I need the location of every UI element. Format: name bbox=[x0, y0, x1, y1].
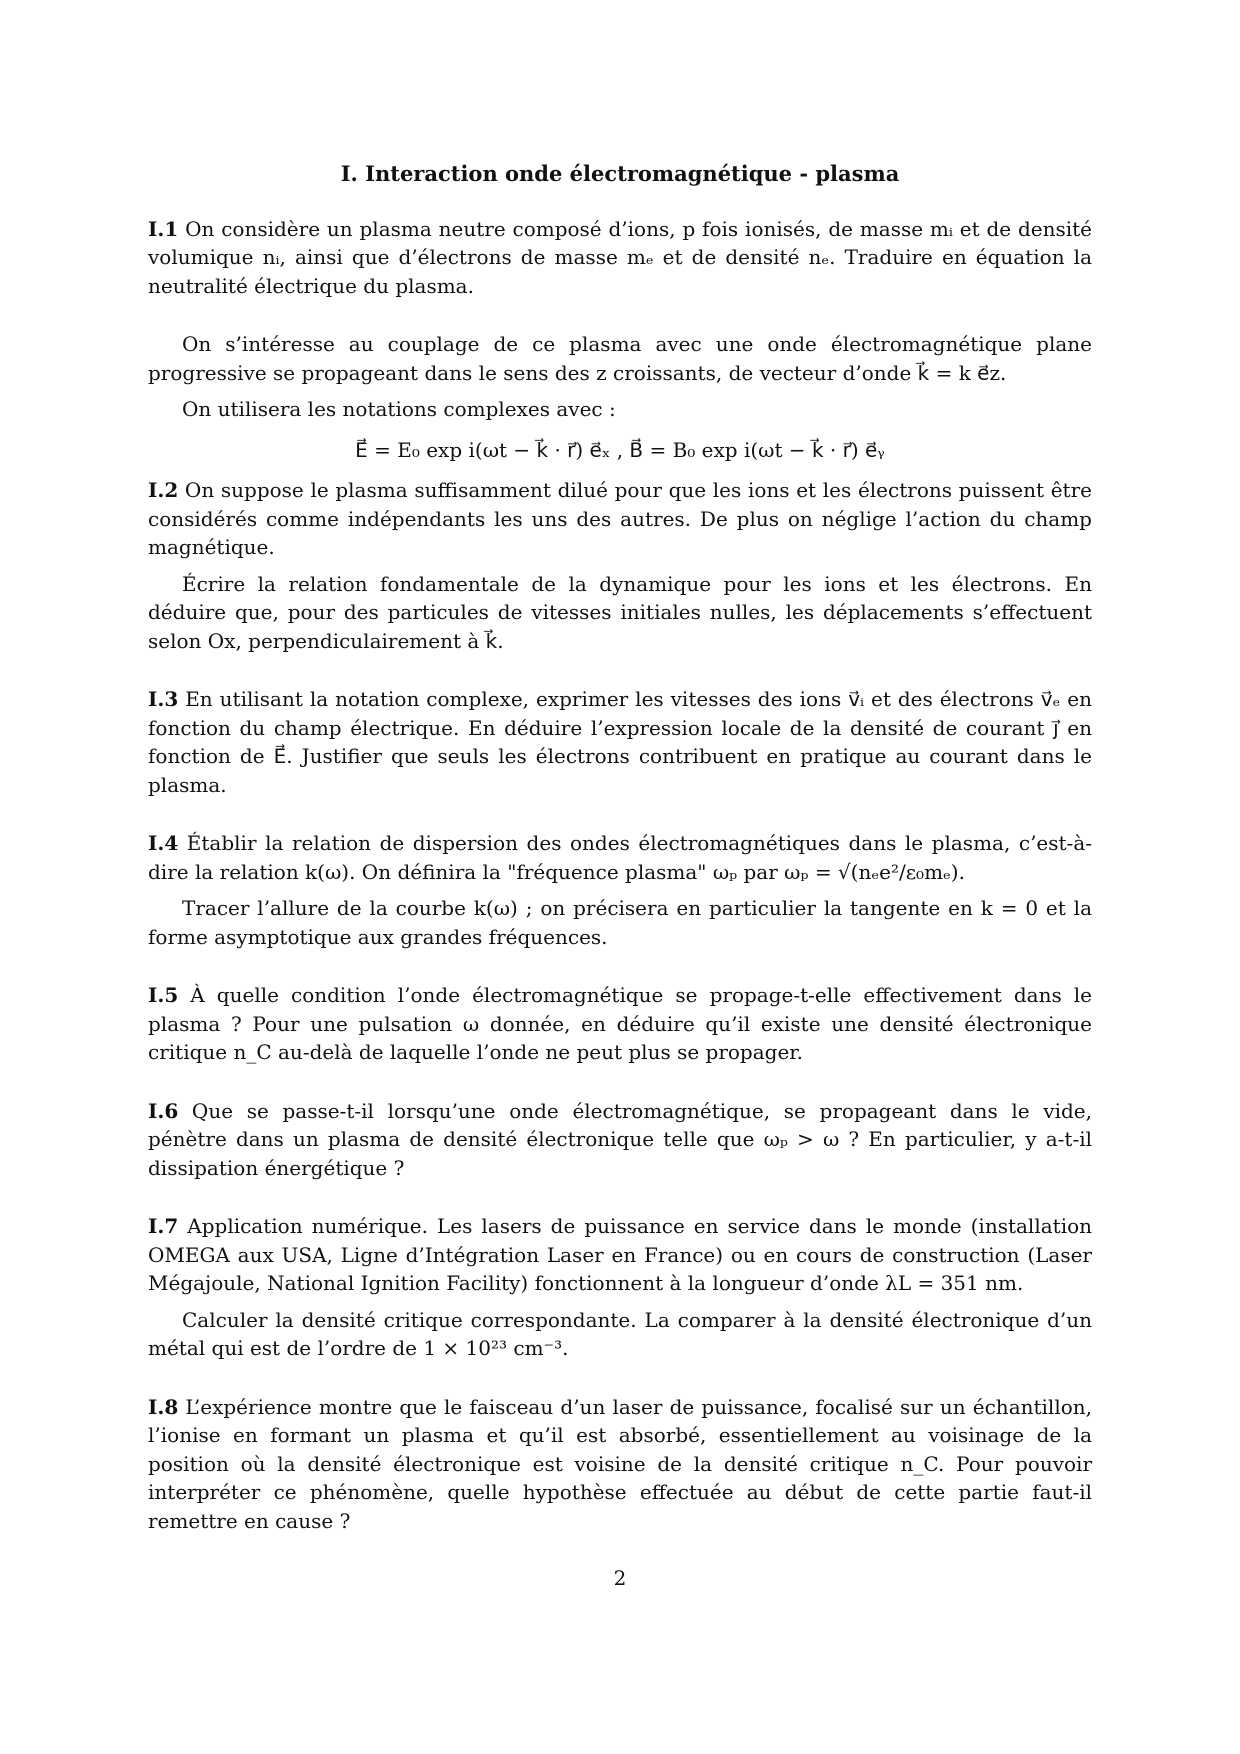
question-i1 bbox=[148, 215, 1092, 301]
question-i2 bbox=[148, 476, 1092, 655]
section-title: I. Interaction onde électromagnétique - plasma bbox=[340, 161, 900, 186]
document-page bbox=[148, 160, 1092, 1535]
question-label: I.2 bbox=[148, 478, 179, 502]
question-label: I.3 bbox=[148, 687, 179, 711]
question-i7 bbox=[148, 1212, 1092, 1363]
question-i3 bbox=[148, 685, 1092, 799]
question-i5 bbox=[148, 981, 1092, 1067]
question-label: I.1 bbox=[148, 216, 179, 241]
page-number: 2 bbox=[613, 1566, 627, 1590]
question-text: Calculer la densité critique correspondante. La comparer à la densité électronique d’un métal qui est de l’ordre de 1 × 10²³ cm⁻³. bbox=[148, 1307, 1092, 1360]
question-text: On suppose le plasma suffisamment dilué pour que les ions et les électrons puissent être considérés comme indépendants les uns des autres. De plus on néglige l’action du champ magnétique. bbox=[148, 478, 1092, 559]
intro-block bbox=[148, 330, 1092, 464]
question-text: Écrire la relation fondamentale de la dynamique pour les ions et les électrons. En déduire que, pour des particules de vitesses initiales nulles, les déplacements s’effectuent selon Ox, perpendiculairement à k⃗. bbox=[148, 571, 1092, 653]
question-text: Que se passe-t-il lorsqu’une onde électromagnétique, se propageant dans le vide, pénètre dans un plasma de densité électronique telle que ωₚ > ω ? En particulier, y a-t-il dissipation énergétique ? bbox=[148, 1098, 1092, 1180]
question-text: Tracer l’allure de la courbe k(ω) ; on précisera en particulier la tangente en k = 0 et la forme asymptotique aux grandes fréquences. bbox=[148, 896, 1092, 949]
question-i6 bbox=[148, 1097, 1092, 1183]
question-label: I.8 bbox=[148, 1394, 179, 1419]
question-label: I.4 bbox=[148, 831, 179, 855]
question-i4 bbox=[148, 829, 1092, 951]
question-label: I.7 bbox=[148, 1214, 179, 1238]
question-text: En utilisant la notation complexe, exprimer les vitesses des ions v⃗ᵢ et des électrons v⃗ₑ en fonction du champ électrique. En déduire l’expression locale de la densité de courant j⃗ en fonction de E⃗. Justifier que seuls les électrons contribuent en pratique au courant dans le plasma. bbox=[148, 687, 1092, 797]
intro-paragraph: On utilisera les notations complexes avec : bbox=[182, 397, 616, 421]
wave-equation: E⃗ = E₀ exp i(ωt − k⃗ · r⃗) e⃗ₓ , B⃗ = B₀ exp i(ωt − k⃗ · r⃗) e⃗ᵧ bbox=[355, 437, 885, 462]
question-text: À quelle condition l’onde électromagnétique se propage-t-elle effectivement dans le plasma ? Pour une pulsation ω donnée, en déduire qu’il existe une densité électronique critique n_C au-delà de laquelle l’onde ne peut plus se propager. bbox=[148, 983, 1092, 1064]
question-text: Établir la relation de dispersion des ondes électromagnétiques dans le plasma, c’est-à-dire la relation k(ω). On définira la "fréquence plasma" ωₚ par ωₚ = √(nₑe²/ε₀mₑ). bbox=[148, 831, 1092, 884]
question-i8 bbox=[148, 1393, 1092, 1536]
question-text: Application numérique. Les lasers de puissance en service dans le monde (installation OMEGA aux USA, Ligne d’Intégration Laser en France) ou en cours de construction (Laser Mégajoule, National Ignition Facility) fonctionnent à la longueur d’onde λL = 351 nm. bbox=[148, 1214, 1093, 1295]
question-label: I.5 bbox=[148, 983, 179, 1007]
question-text: On considère un plasma neutre composé d’ions, p fois ionisés, de masse mᵢ et de densité volumique nᵢ, ainsi que d’électrons de masse mₑ et de densité nₑ. Traduire en équation la neutralité électrique du plasma. bbox=[148, 216, 1093, 298]
question-text: L’expérience montre que le faisceau d’un laser de puissance, focalisé sur un échantillon, l’ionise en formant un plasma et qu’il est absorbé, essentiellement au voisinage de la position où la densité électronique est voisine de la densité critique n_C. Pour pouvoir interpréter ce phénomène, quelle hypothèse effectuée au début de cette partie faut-il remettre en cause ? bbox=[148, 1394, 1092, 1533]
question-label: I.6 bbox=[148, 1098, 179, 1123]
intro-paragraph: On s’intéresse au couplage de ce plasma avec une onde électromagnétique plane progressive se propageant dans le sens des z croissants, de vecteur d’onde k⃗ = k e⃗z. bbox=[148, 332, 1092, 385]
